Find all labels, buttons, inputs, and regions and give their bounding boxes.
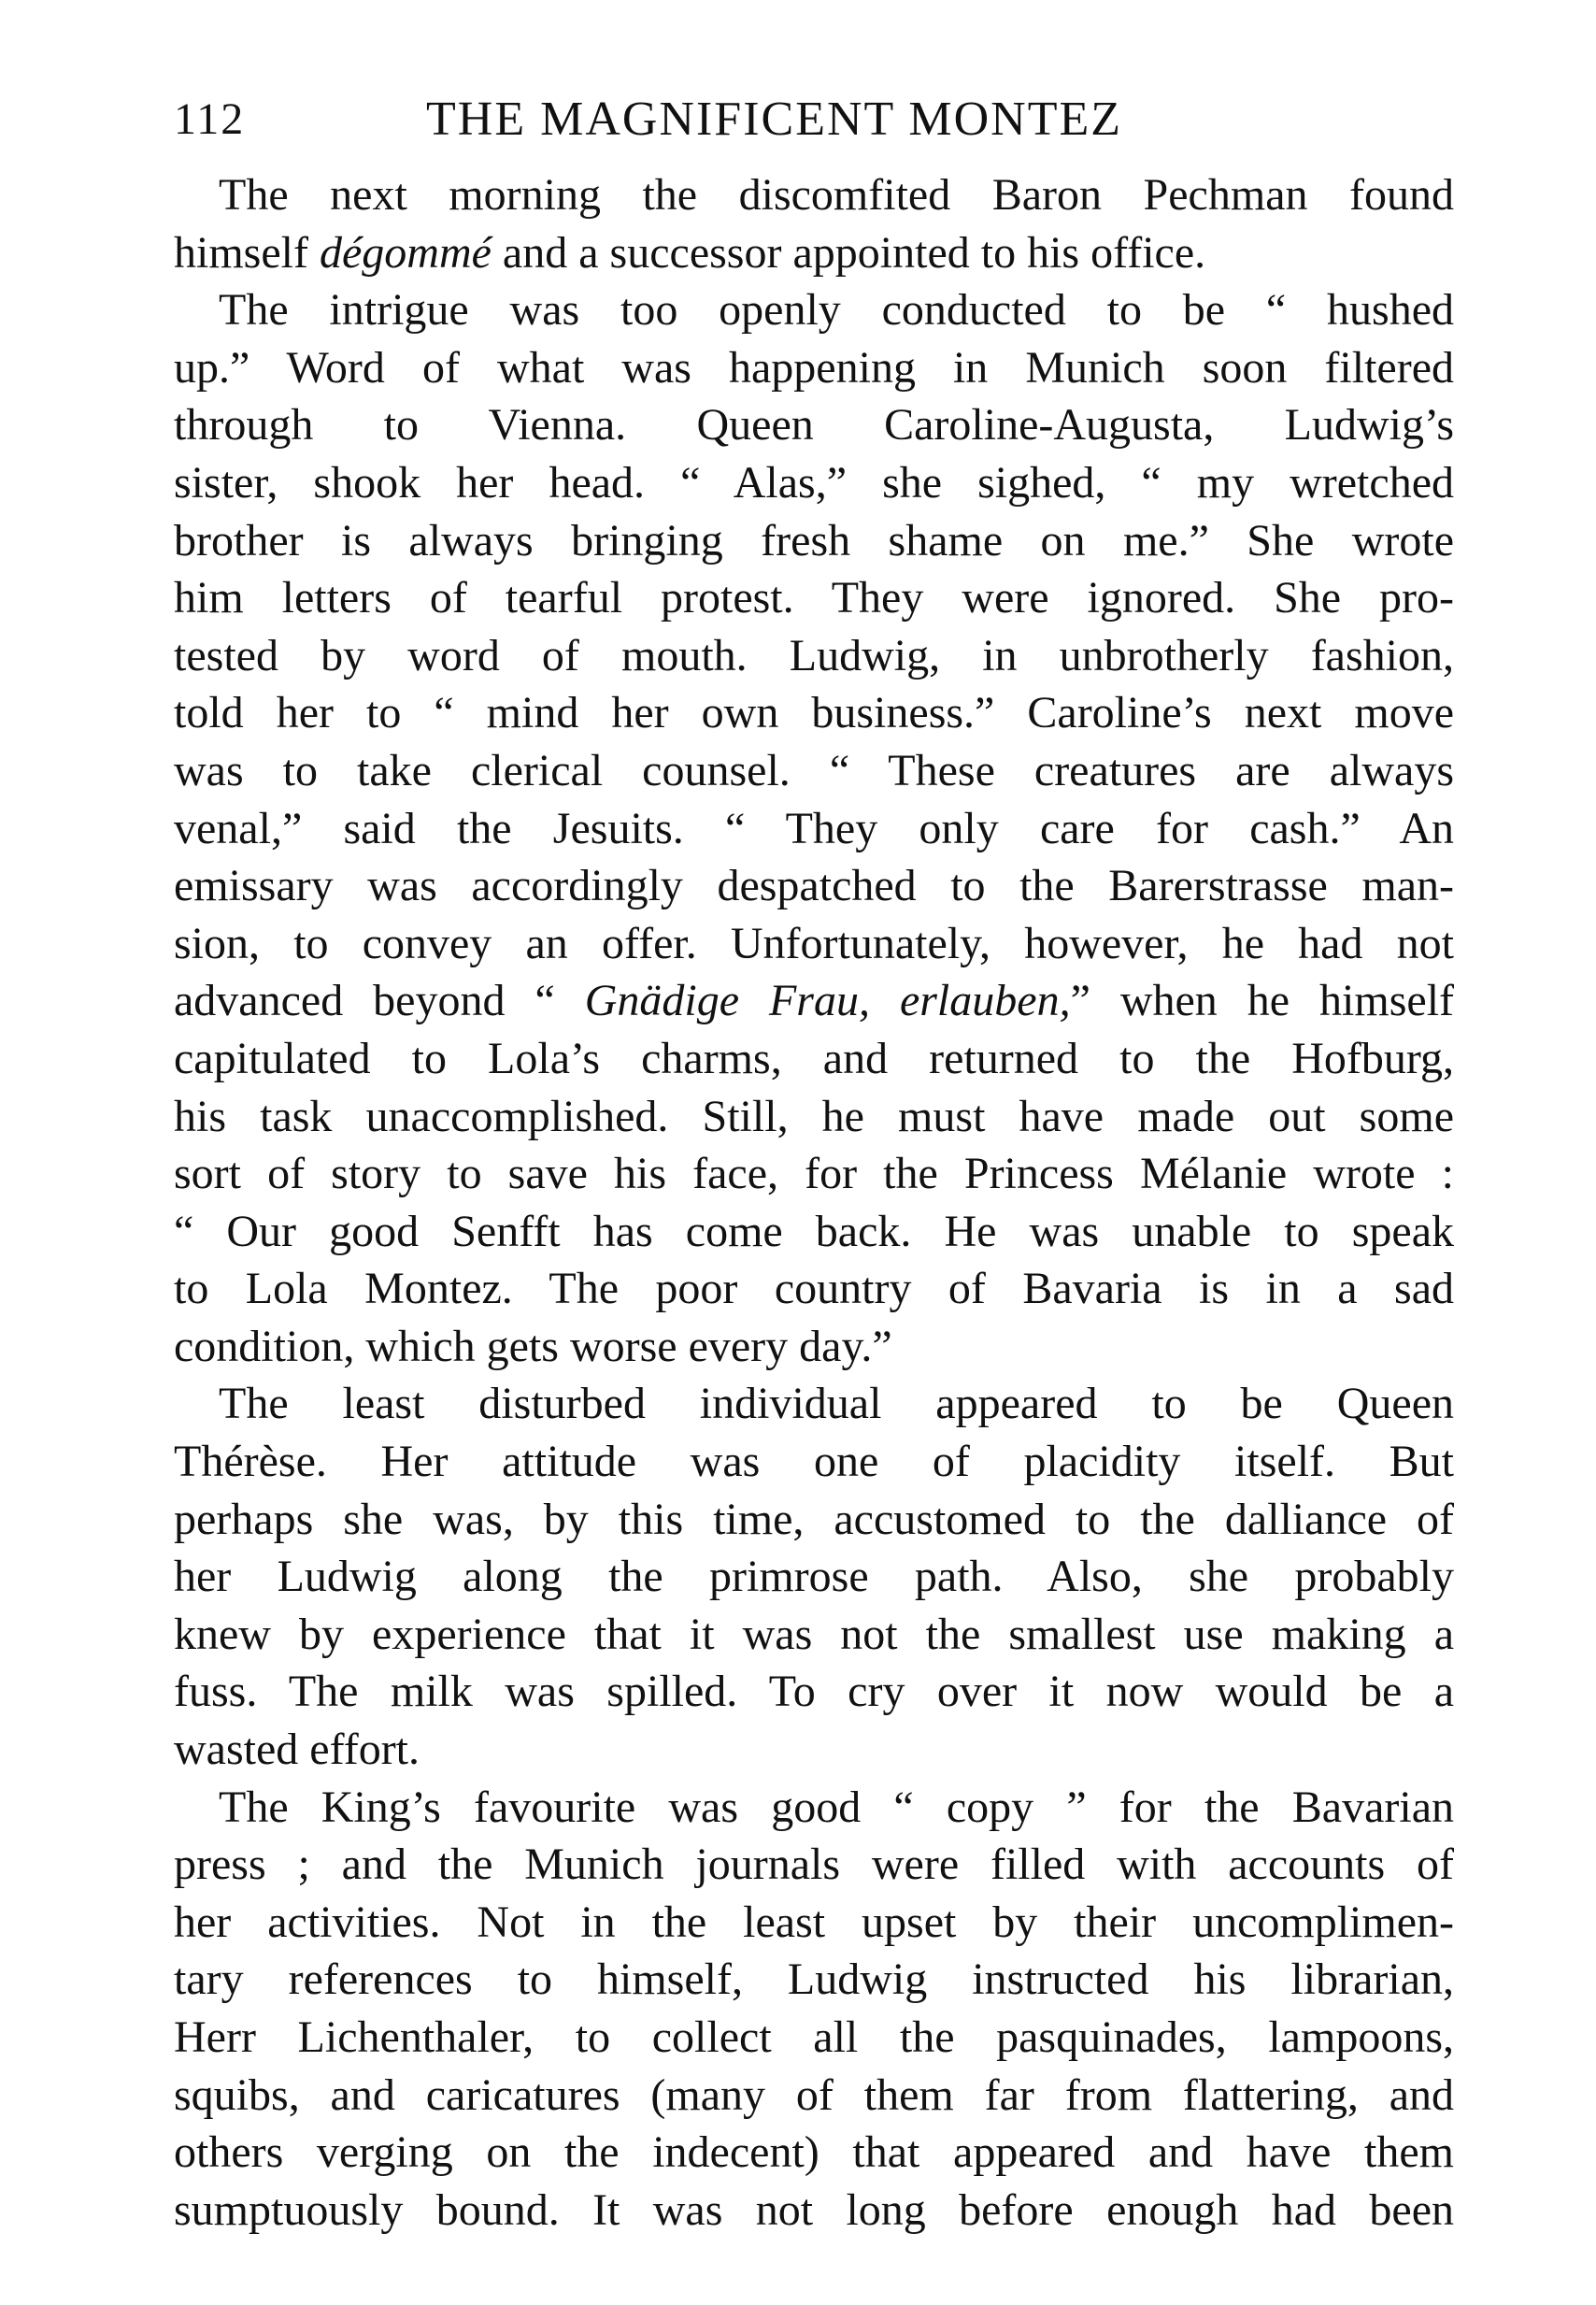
text-line: her Ludwig along the primrose path. Also, she probably <box>174 1552 1454 1602</box>
text-line: venal,” said the Jesuits. “ They only care for cash.” An <box>174 803 1454 853</box>
running-head <box>174 82 1454 157</box>
text-line: sumptuously bound. It was not long before enough had been <box>174 2184 1454 2235</box>
text-line: fuss. The milk was spilled. To cry over it now would be a <box>174 1667 1454 1717</box>
text-line: to Lola Montez. The poor country of Bavaria is in a sad <box>174 1264 1454 1314</box>
text-line: his task unaccomplished. Still, he must have made out some <box>174 1091 1454 1141</box>
text-line: emissary was accordingly despatched to the Barerstrasse man- <box>174 861 1454 911</box>
text-line: perhaps she was, by this time, accustomed to the dalliance of <box>174 1494 1454 1544</box>
italic-phrase: dégommé <box>319 227 492 278</box>
text-line: himself dégommé and a successor appointed to his office. <box>174 227 1206 278</box>
text-line: tary references to himself, Ludwig instructed his librarian, <box>174 1954 1454 2005</box>
text-line: advanced beyond “ Gnädige Frau, erlauben,” when he himself <box>174 976 1455 1026</box>
text-line: press ; and the Munich journals were filled with accounts of <box>174 1840 1454 1890</box>
text-line: capitulated to Lola’s charms, and returned to the Hofburg, <box>174 1033 1454 1083</box>
text-line: “ Our good Senfft has come back. He was unable to speak <box>174 1206 1454 1256</box>
text-line: was to take clerical counsel. “ These creatures are always <box>174 745 1454 795</box>
text-line: others verging on the indecent) that appeared and have them <box>174 2127 1454 2178</box>
text-line: wasted effort. <box>174 1725 420 1775</box>
text-line: tested by word of mouth. Ludwig, in unbrotherly fashion, <box>174 630 1454 680</box>
text-line: The King’s favourite was good “ copy ” for the Bavarian <box>219 1782 1454 1832</box>
text-line: condition, which gets worse every day.” <box>174 1321 892 1371</box>
text-line: sister, shook her head. “ Alas,” she sighed, “ my wretched <box>174 457 1454 508</box>
page-number: 112 <box>174 94 246 144</box>
text-line: her activities. Not in the least upset by their uncomplimen- <box>174 1897 1454 1947</box>
text-line: squibs, and caricatures (many of them far from flattering, and <box>174 2069 1454 2120</box>
text-line: him letters of tearful protest. They were ignored. She pro- <box>174 573 1454 623</box>
text-line: The least disturbed individual appeared to be Queen <box>219 1379 1454 1429</box>
italic-phrase: Gnädige Frau, erlauben, <box>584 976 1071 1026</box>
running-title: THE MAGNIFICENT MONTEZ <box>426 93 1122 146</box>
text-line: through to Vienna. Queen Caroline-Augusta, Ludwig’s <box>174 400 1454 451</box>
body-text <box>174 166 1454 2239</box>
text-line: Thérèse. Her attitude was one of placidity itself. But <box>174 1437 1454 1487</box>
text-line: The intrigue was too openly conducted to be “ hushed <box>219 285 1454 336</box>
text-line: brother is always bringing fresh shame on me.” She wrote <box>174 515 1454 566</box>
text-line: sion, to convey an offer. Unfortunately, however, he had not <box>174 918 1454 968</box>
text-line: up.” Word of what was happening in Munich soon filtered <box>174 342 1454 393</box>
text-line: The next morning the discomfited Baron Pechman found <box>219 170 1454 220</box>
text-line: knew by experience that it was not the smallest use making a <box>174 1609 1454 1659</box>
text-line: Herr Lichenthaler, to collect all the pasquinades, lampoons, <box>174 2012 1454 2062</box>
text-line: told her to “ mind her own business.” Caroline’s next move <box>174 688 1454 738</box>
text-line: sort of story to save his face, for the Princess Mélanie wrote : <box>174 1149 1454 1199</box>
